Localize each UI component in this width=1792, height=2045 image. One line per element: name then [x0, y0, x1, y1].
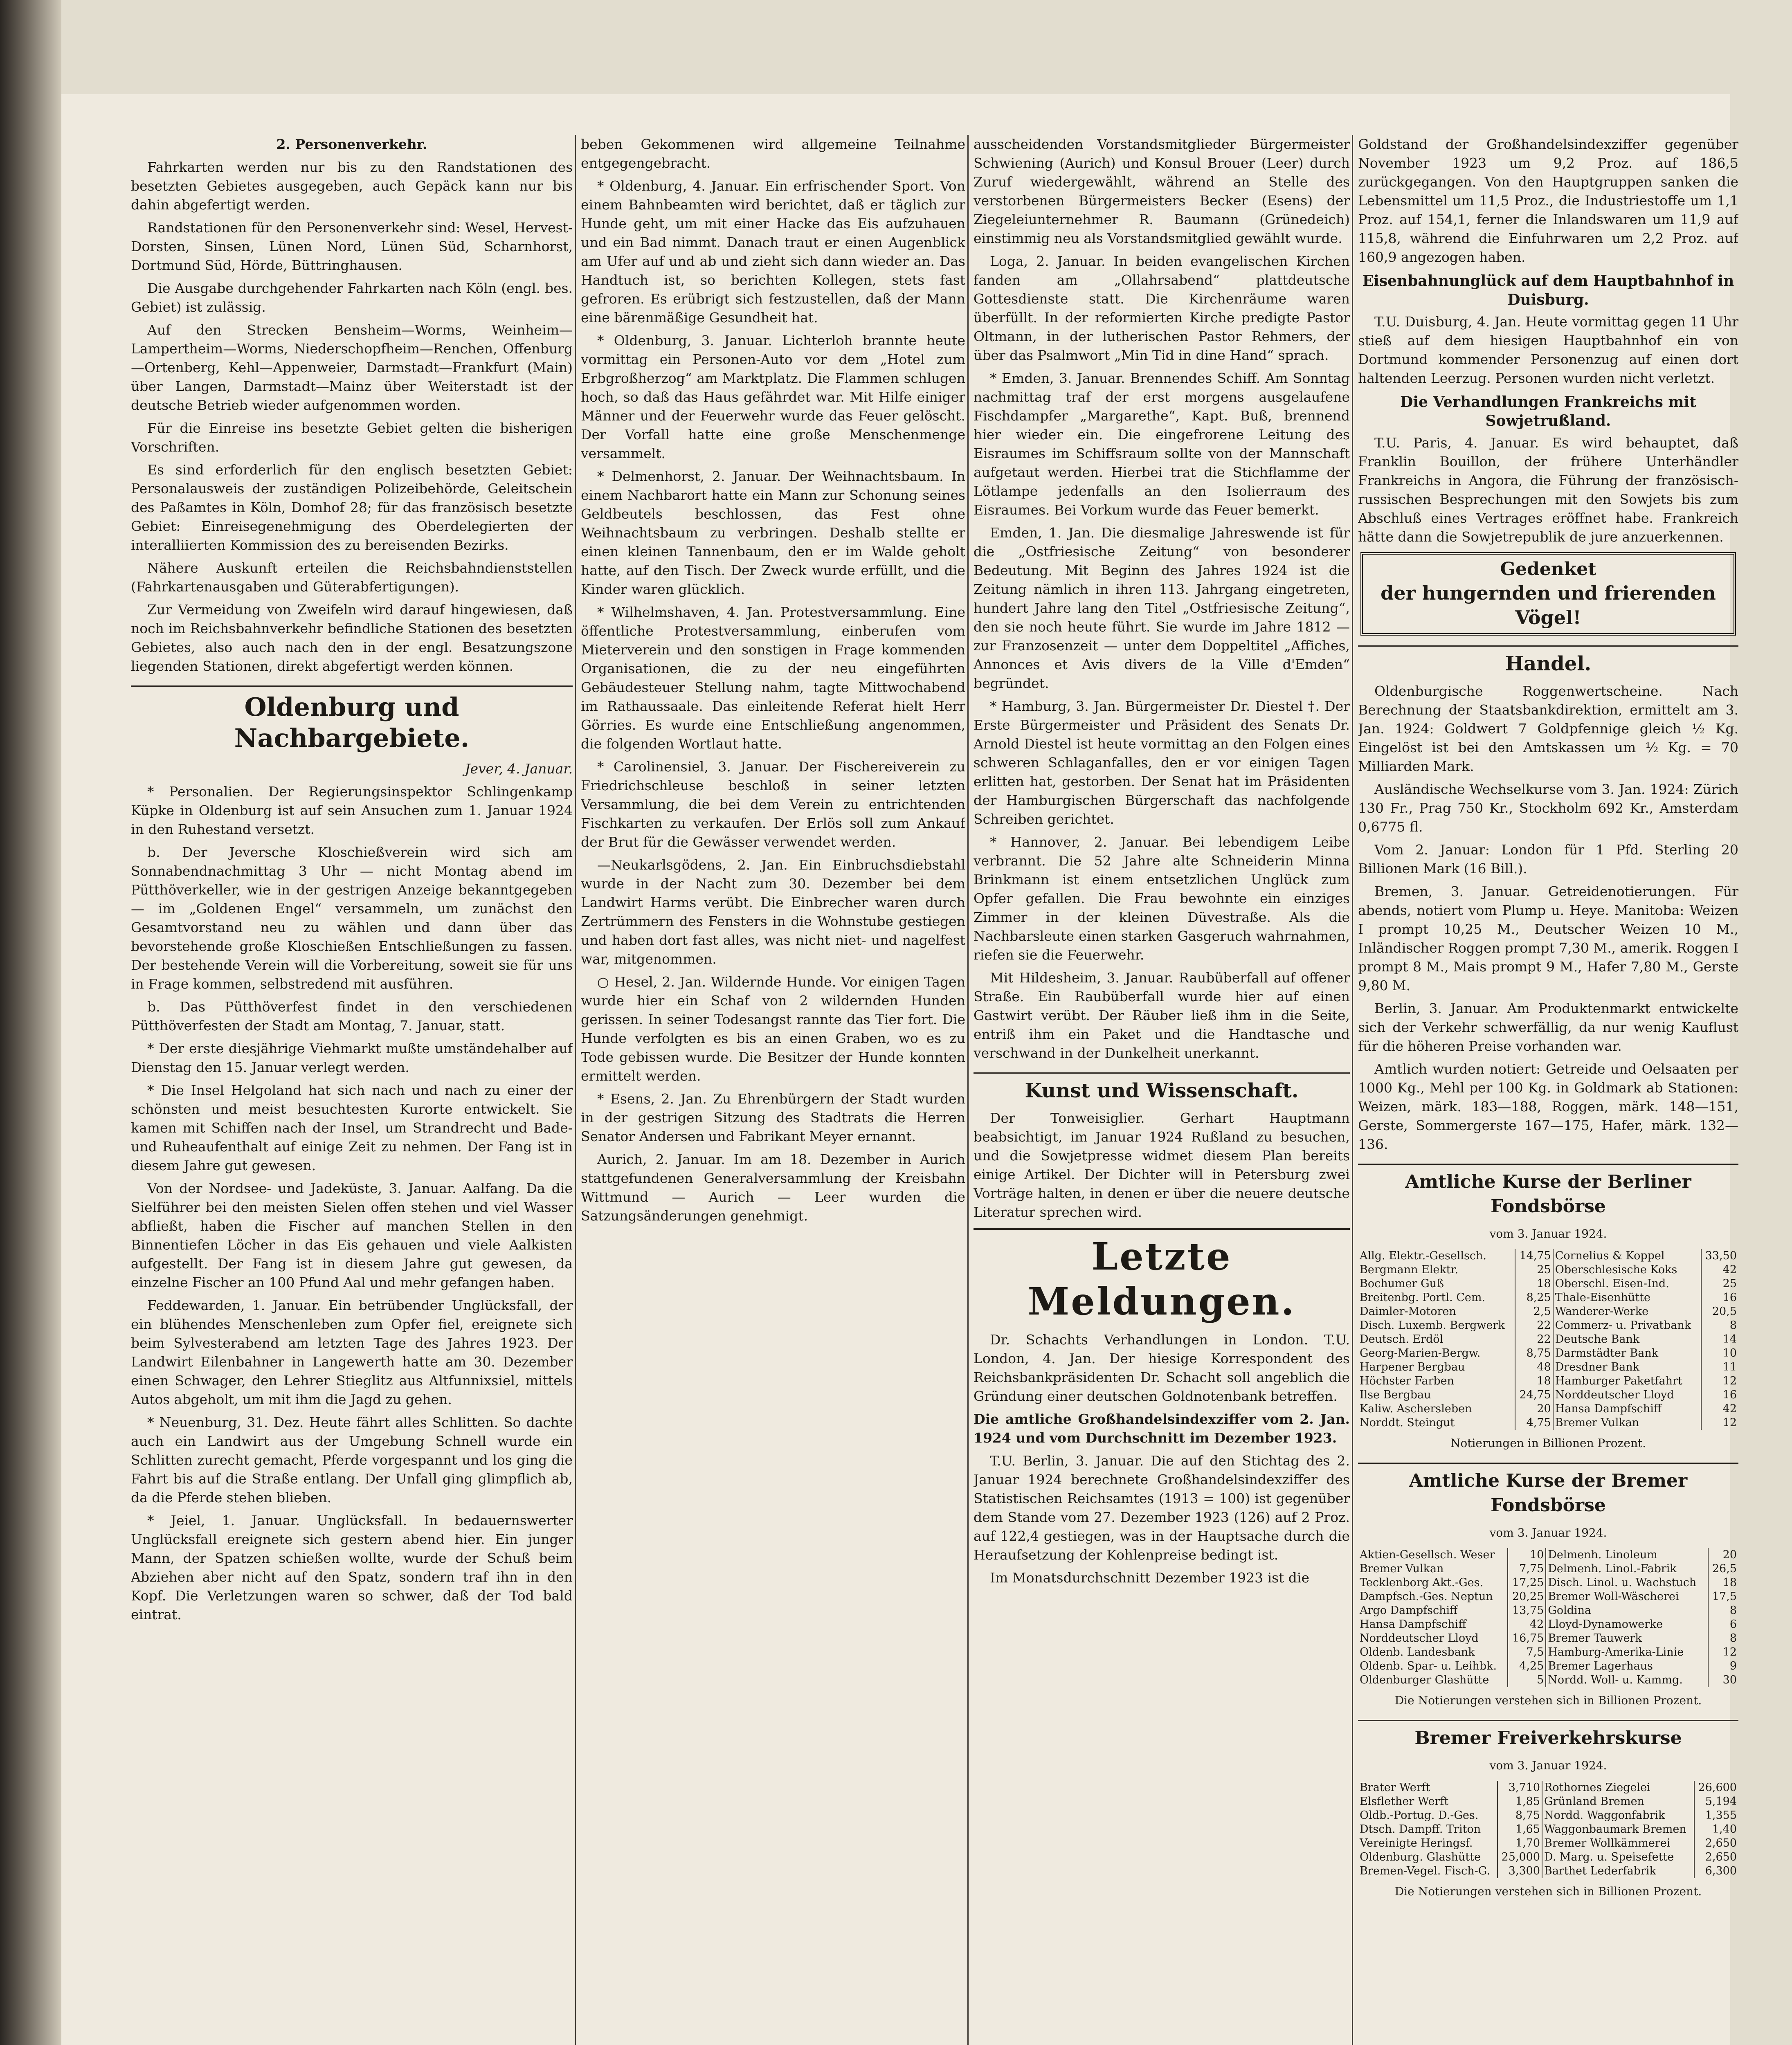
security-name: Hansa Dampfschiff [1553, 1402, 1701, 1416]
quote-value: 5,194 [1705, 1795, 1737, 1808]
section-heading-kunst: Kunst und Wissenschaft. [974, 1072, 1350, 1103]
section-heading-letzte-meldungen: Letzte Meldungen. [974, 1228, 1350, 1324]
security-name: Elsflether Werft [1358, 1795, 1497, 1809]
paragraph: Oldenburgische Roggenwertscheine. Nach Berechnung der Staatsbankdirektion, ermittelt am 3. Jan. 1924: Goldwert 7 Goldpfennige gleich ½ Kg. Eingelöst ist bei den Amtskassen um ½ Kg. = 70 Milliarden Mark. [1358, 683, 1738, 774]
security-name: Nordd. Waggonfabrik [1542, 1809, 1694, 1823]
quote-value: 22 [1515, 1319, 1553, 1333]
quote-value: 30 [1722, 1674, 1737, 1686]
quote-value: 4,75 [1515, 1416, 1553, 1430]
column-3 [974, 135, 1350, 2045]
section-heading-oldenburg: Oldenburg und Nachbargebiete. [131, 685, 573, 754]
security-name: Breitenbg. Portl. Cem. [1358, 1291, 1515, 1305]
quote-value: 18 [1515, 1277, 1553, 1291]
security-name: Oberschlesische Koks [1553, 1263, 1701, 1277]
security-name: Wanderer-Werke [1553, 1305, 1701, 1319]
paragraph: Aurich, 2. Januar. Im am 18. Dezember in Aurich stattgefundenen Generalversammlung der Kreisbahn Wittmund — Aurich — Leer wurden die Satzungsänderungen genehmigt. [581, 1151, 965, 1224]
table-row [1358, 1277, 1738, 1291]
table-row [1358, 1618, 1738, 1632]
table-date: vom 3. Januar 1924. [1489, 1227, 1607, 1240]
paragraph: Goldstand der Großhandelsindexziffer gegenüber November 1923 um 9,2 Proz. auf 186,5 zurückgegangen. Von den Hauptgruppen sanken die Lebensmittel um 11,5 Proz., die Industriestoffe um 1,1 Proz. auf 154,1, ferner die Inlandswaren um 11,9 auf 115,8, während die Einfuhrwaren um 2,2 Proz. auf 160,9 angezogen haben. [1358, 136, 1738, 265]
security-name: Bremer Vulkan [1553, 1416, 1701, 1430]
quote-value: 25 [1722, 1277, 1737, 1290]
security-name: Tecklenborg Akt.-Ges. [1358, 1576, 1508, 1590]
quote-value: 5 [1508, 1673, 1546, 1687]
quote-value: 4,25 [1508, 1659, 1546, 1673]
paragraph: Zur Vermeidung von Zweifeln wird darauf hingewiesen, daß noch im Reichsbahnverkehr befindliche Stationen des besetzten Gebietes, also auch nach den in der engl. Besatzungszone liegenden Stationen, direkt abgefertigt werden können. [131, 602, 573, 674]
quote-value: 9 [1729, 1660, 1737, 1672]
security-name: Oldb.-Portug. D.-Ges. [1358, 1809, 1497, 1823]
security-name: Vereinigte Heringsf. [1358, 1836, 1497, 1850]
column-rule [1352, 135, 1353, 2045]
quote-value: 42 [1508, 1618, 1546, 1632]
security-name: Deutsche Bank [1553, 1333, 1701, 1346]
quote-value: 25 [1515, 1263, 1553, 1277]
paragraph: Amtlich wurden notiert: Getreide und Oelsaaten per 1000 Kg., Mehl per 100 Kg. in Goldmark ab Stationen: Weizen, märk. 183—188, Roggen, märk. 148—151, Gerste, Sommergerste 167—175, Hafer, märk. 132—136. [1358, 1061, 1738, 1152]
quote-value: 18 [1722, 1576, 1737, 1589]
quote-value: 1,70 [1497, 1836, 1542, 1850]
security-name: Oldenb. Landesbank [1358, 1645, 1508, 1659]
paragraph: Bremen, 3. Januar. Getreidenotierungen. Für abends, notiert vom Plump u. Heye. Manitoba: Weizen I prompt 10,25 M., Deutscher Weizen 10 M., Inländischer Roggen prompt 7,30 M., amerik. Roggen I prompt 8 M., Mais prompt 9 M., Hafer 7,80 M., Gerste 9,80 M. [1358, 883, 1738, 993]
security-name: Oldenburger Glashütte [1358, 1673, 1508, 1687]
quote-value: 8 [1729, 1604, 1737, 1617]
book-spine [0, 0, 61, 2045]
subheading: Die Verhandlungen Frankreichs mit Sowjetrußland. [1400, 393, 1696, 429]
paragraph: * Neuenburg, 31. Dez. Heute fährt alles Schlitten. So dachte auch ein Landwirt aus der Umgebung Schnell wurde ein Schlitten zurecht gemacht, Pferde vorgespannt und los ging die Fahrt bis auf die Straße entlang. Der Unfall ging glimpflich ab, da die Pferde stehen blieben. [131, 1414, 573, 1506]
security-name: Nordd. Woll- u. Kammg. [1546, 1673, 1708, 1687]
quote-value: 20 [1722, 1548, 1737, 1561]
column-rule [575, 135, 576, 2045]
table-row [1358, 1809, 1738, 1823]
paragraph: T.U. Duisburg, 4. Jan. Heute vormittag gegen 11 Uhr stieß auf dem hiesigen Hauptbahnhof ein von Dortmund kommender Personenzug auf einen dort haltenden Leerzug. Personen wurden nicht verletzt. [1358, 314, 1738, 386]
table-row [1358, 1590, 1738, 1604]
table-row [1358, 1346, 1738, 1360]
security-name: Bremer Wollkämmerei [1542, 1836, 1694, 1850]
paragraph: Mit Hildesheim, 3. Januar. Raubüberfall auf offener Straße. Ein Raubüberfall wurde hier auf einen Gastwirt verübt. Der Räuber ließ ihm in die Seite, entriß ihm ein Paket und die Handtasche und verschwand in der Dunkelheit unerkannt. [974, 970, 1350, 1061]
quote-value: 42 [1722, 1263, 1737, 1276]
column-rule [967, 135, 969, 2045]
paragraph: beben Gekommenen wird allgemeine Teilnahme entgegengebracht. [581, 136, 965, 171]
table-row [1358, 1548, 1738, 1562]
paragraph: * Oldenburg, 3. Januar. Lichterloh brannte heute vormittag ein Personen-Auto vor dem „Hotel zum Erbgroßherzog“ am Marktplatz. Die Flammen schlugen hoch, so daß das Haus gefährdet war. Mit Hilfe einiger Männer und der Feuerwehr wurde das Feuer gelöscht. Der Vorfall hatte eine große Menschenmenge versammelt. [581, 333, 965, 461]
paragraph: —Neukarlsgödens, 2. Jan. Ein Einbruchsdiebstahl wurde in der Nacht zum 30. Dezember bei dem Landwirt Harms verübt. Die Einbrecher waren durch Zertrümmern des Fensters in die Wohnstube gestiegen und haben dort fast alles, was nicht niet- und nagelfest war, mitgenommen. [581, 857, 965, 967]
security-name: Deutsch. Erdöl [1358, 1333, 1515, 1346]
paragraph: * Der erste diesjährige Viehmarkt mußte umständehalber auf Dienstag den 15. Januar verlegt werden. [131, 1040, 573, 1075]
paragraph: Der Tonweisiglier. Gerhart Hauptmann beabsichtigt, im Januar 1924 Rußland zu besuchen, und die Sowjetpresse widmet diesem Plan bereits einige Artikel. Der Dichter will in Petersburg zwei Vorträge halten, in denen er über die neuere deutsche Literatur sprechen wird. [974, 1110, 1350, 1220]
paragraph: * Die Insel Helgoland hat sich nach und nach zu einer der schönsten und meist besuchtesten Kurorte entwickelt. Sie kamen mit Schiffen nach der Insel, um Strandrecht und Bade- und Ruheaufenthalt auf einige Zeit zu nehmen. Der Fang ist in diesem Jahre gut gewesen. [131, 1082, 573, 1173]
security-name: Bremer Vulkan [1358, 1562, 1508, 1576]
security-name: Daimler-Motoren [1358, 1305, 1515, 1319]
quote-value: 25,000 [1497, 1850, 1542, 1864]
quote-value: 14 [1722, 1333, 1737, 1346]
paragraph: * Delmenhorst, 2. Januar. Der Weihnachtsbaum. In einem Nachbarort hatte ein Mann zur Schonung seines Geldbeutels beschlossen, das Fest ohne Weihnachtsbaum zu verbringen. Deshalb stellte er einen kleinen Tannenbaum, den er im Walde geholt hatte, auf den Tisch. Der Zweck wurde erfüllt, und die Kinder waren glücklich. [581, 468, 965, 597]
security-name: Rothornes Ziegelei [1542, 1781, 1694, 1795]
table-row [1358, 1319, 1738, 1333]
paragraph: * Personalien. Der Regierungsinspektor Schlingenkamp Küpke in Oldenburg ist auf sein Ansuchen zum 1. Januar 1924 in den Ruhestand versetzt. [131, 784, 573, 837]
security-name: Georg-Marien-Bergw. [1358, 1346, 1515, 1360]
quote-value: 24,75 [1515, 1388, 1553, 1402]
quote-value: 26,5 [1712, 1562, 1737, 1575]
security-name: Bremer Tauwerk [1546, 1632, 1708, 1645]
paragraph: ○ Hesel, 2. Jan. Wildernde Hunde. Vor einigen Tagen wurde hier ein Schaf von 2 wildernden Hunden gerissen. In seiner Todesangst rannte das Tier fort. Die Hunde verfolgten es bis an einen Graben, wo es zu Tode gebissen wurde. Die Besitzer der Hunde konnten ermittelt werden. [581, 974, 965, 1084]
quote-value: 12 [1722, 1416, 1737, 1429]
paragraph: Es sind erforderlich für den englisch besetzten Gebiet: Personalausweis der zuständigen Polizeibehörde, Geleitschein des Paßamtes in Köln, Domhof 28; für das französisch besetzte Gebiet: Einreisegenehmigung des Oberdelegierten der interalliierten Kommission des zu bereisenden Bezirks. [131, 462, 573, 553]
paragraph: * Jeiel, 1. Januar. Unglücksfall. In bedauernswerter Unglücksfall ereignete sich gestern abend hier. Ein junger Mann, der Spatzen schießen wollte, wurde der Schuß beim Abziehen aber nicht auf den Spatz, sondern traf ihn in den Kopf. Die Verletzungen waren so schwer, daß der Tod bald eintrat. [131, 1512, 573, 1623]
section-heading-personenverkehr: 2. Personenverkehr. [276, 136, 427, 152]
table-row [1358, 1781, 1738, 1795]
security-name: Harpener Bergbau [1358, 1360, 1515, 1374]
quote-value: 10 [1508, 1548, 1546, 1562]
security-name: Dtsch. Dampff. Triton [1358, 1823, 1497, 1836]
security-name: Hamburg-Amerika-Linie [1546, 1645, 1708, 1659]
security-name: Bremer Lagerhaus [1546, 1659, 1708, 1673]
table-row [1358, 1659, 1738, 1673]
security-name: Barthet Lederfabrik [1542, 1864, 1694, 1878]
notice-line-1: Gedenket [1500, 559, 1596, 580]
paragraph: T.U. Paris, 4. Januar. Es wird behauptet, daß Franklin Bouillon, der frühere Unterhändler Frankreichs in Angora, die Führung der französisch-russischen Besprechungen mit den Sowjets bis zum Abschluß eines Vertrages eröffnet habe. Frankreich hätte dann die Sowjetrepublik de jure anzuerkennen. [1358, 435, 1738, 545]
security-name: Allg. Elektr.-Gesellsch. [1358, 1249, 1515, 1263]
quote-value: 2,650 [1705, 1851, 1737, 1863]
quote-value: 3,710 [1497, 1781, 1542, 1795]
table-row [1358, 1305, 1738, 1319]
table-row [1358, 1333, 1738, 1346]
quote-value: 8,75 [1497, 1809, 1542, 1823]
table-row [1358, 1374, 1738, 1388]
quote-value: 1,85 [1497, 1795, 1542, 1809]
paragraph: * Esens, 2. Jan. Zu Ehrenbürgern der Stadt wurden in der gestrigen Sitzung des Stadtrats die Herren Senator Andersen und Fabrikant Meyer ernannt. [581, 1091, 965, 1144]
paragraph: Loga, 2. Januar. In beiden evangelischen Kirchen fanden am „Ollahrsabend“ plattdeutsche Gottesdienste statt. Die Kirchenräume waren überfüllt. In der reformierten Kirche predigte Pastor Oltmann, in der lutherischen Pastor Rehmers, der über das Psalmwort „Min Tid in dine Hand“ sprach. [974, 253, 1350, 363]
security-name: Disch. Linol. u. Wachstuch [1546, 1576, 1708, 1590]
paragraph: * Hannover, 2. Januar. Bei lebendigem Leibe verbrannt. Die 52 Jahre alte Schneiderin Minna Brinkmann ist einem entsetzlichen Unglück zum Opfer gefallen. Die Frau bewohnte ein einziges Zimmer in der kleinen Düvestraße. Als die Nachbarsleute einen starken Gasgeruch wahrnahmen, riefen sie die Feuerwehr. [974, 834, 1350, 963]
quote-value: 6,300 [1705, 1865, 1737, 1877]
notice-box-birds [1360, 552, 1736, 636]
paragraph: * Carolinensiel, 3. Januar. Der Fischereiverein zu Friedrichschleuse beschloß in seiner letzten Versammlung, die bei dem Verein zu entrichtenden Fischkarten zu verkaufen. Der Erlös soll zum Ankauf der Brut für die Gewässer verwendet werden. [581, 759, 965, 850]
paragraph: Randstationen für den Personenverkehr sind: Wesel, Hervest-Dorsten, Sinsen, Lünen Nord, Lünen Süd, Scharnhorst, Dortmund Süd, Hörde, Büttringhausen. [131, 220, 573, 273]
quote-value: 8 [1729, 1632, 1737, 1645]
table-row [1358, 1249, 1738, 1263]
paragraph: Dr. Schachts Verhandlungen in London. T.U. London, 4. Jan. Der hiesige Korrespondent des Reichsbankpräsidenten Dr. Schacht soll angeblich die Gründung einer deutschen Goldnotenbank betreffen. [974, 1332, 1350, 1404]
column-2 [581, 135, 965, 2045]
quote-value: 12 [1722, 1375, 1737, 1387]
table-row [1358, 1576, 1738, 1590]
table-row [1358, 1562, 1738, 1576]
table-row [1358, 1402, 1738, 1416]
security-name: Commerz- u. Privatbank [1553, 1319, 1701, 1333]
security-name: Oldenb. Spar- u. Leihbk. [1358, 1659, 1508, 1673]
table-date: vom 3. Januar 1924. [1489, 1759, 1607, 1772]
security-name: Dampfsch.-Ges. Neptun [1358, 1590, 1508, 1604]
paragraph: Von der Nordsee- und Jadeküste, 3. Januar. Aalfang. Da die Sielführer bei den meisten Sielen offen stehen und viel Wasser abfließt, haben die Fischer auf manchen Stellen in den Binnentiefen Löcher in das Eis gehauen und viele Aalkisten aufgestellt. Der Fang ist in diesem Jahre gut gewesen, da einzelne Fischer an 100 Pfund Aal und mehr gefangen haben. [131, 1180, 573, 1290]
security-name: Hamburger Paketfahrt [1553, 1374, 1701, 1388]
notice-line-2: der hungernden und frierenden Vögel! [1381, 582, 1716, 629]
security-name: Kaliw. Aschersleben [1358, 1402, 1515, 1416]
paragraph: Emden, 1. Jan. Die diesmalige Jahreswende ist für die „Ostfriesische Zeitung“ von besonderer Bedeutung. Mit Beginn des Jahres 1924 ist die Zeitung nämlich in ihren 113. Jahrgang eingetreten, hundert Jahre lang den Titel „Ostfriesische Zeitung“, den sie noch heute führt. Sie wurde im Jahre 1812 — zur Franzosenzeit — unter dem Doppeltitel „Affiches, Annonces et Avis divers de la Ville d'Emden“ begründet. [974, 525, 1350, 691]
subheading: Eisenbahnunglück auf dem Hauptbahnhof in Duisburg. [1362, 272, 1734, 308]
quote-value: 2,650 [1705, 1837, 1737, 1849]
quote-value: 22 [1515, 1333, 1553, 1346]
security-name: Dresdner Bank [1553, 1360, 1701, 1374]
quote-value: 1,40 [1712, 1823, 1737, 1836]
table-row [1358, 1836, 1738, 1850]
paragraph: * Oldenburg, 4. Januar. Ein erfrischender Sport. Von einem Bahnbeamten wird berichtet, daß er täglich zur Hunde geht, um mit einer Hacke das Eis aufzuhauen und ein Bad nimmt. Danach traut er einen Augenblick am Ufer auf und ab und zieht sich dann wieder an. Das Handtuch ist, so berichten Kollegen, stets fast gefroren. Es erübrigt sich festzustellen, daß der Mann eine bärenmäßige Gesundheit hat. [581, 178, 965, 326]
table-row [1358, 1263, 1738, 1277]
table-footnote: Notierungen in Billionen Prozent. [1450, 1436, 1646, 1450]
security-name: Argo Dampfschiff [1358, 1604, 1508, 1618]
security-name: Delmenh. Linol.-Fabrik [1546, 1562, 1708, 1576]
security-name: Cornelius & Koppel [1553, 1249, 1701, 1263]
security-name: D. Marg. u. Speisefette [1542, 1850, 1694, 1864]
paragraph: b. Der Jeversche Kloschießverein wird sich am Sonnabendnachmittag 3 Uhr — nicht Montag abend im Pütthöverkeller, wie in der gestrigen Anzeige bekanntgegeben — im „Goldenen Engel“ versammeln, um zunächst den Gesamtvorstand neu zu wählen und dann über das bevorstehende große Kloschießen Entschließungen zu fassen. Der bestehende Verein will die Vorbereitung, soweit sie für uns in Frage kommen, selbstredend mit ausführen. [131, 844, 573, 992]
security-name: Höchster Farben [1358, 1374, 1515, 1388]
quote-value: 48 [1515, 1360, 1553, 1374]
security-name: Aktien-Gesellsch. Weser [1358, 1548, 1508, 1562]
column-1 [131, 135, 573, 2045]
paragraph: Auf den Strecken Bensheim—Worms, Weinheim—Lampertheim—Worms, Niederschopfheim—Renchen, Offenburg—Ortenberg, Kehl—Appenweier, Darmstadt—Frankfurt (Main) über Langen, Darmstadt—Mainz über Weiterstadt ist der deutsche Betrieb wieder aufgenommen worden. [131, 322, 573, 413]
column-4 [1358, 135, 1738, 2045]
paragraph: * Wilhelmshaven, 4. Jan. Protestversammlung. Eine öffentliche Protestversammlung, einberufen vom Mieterverein und den sonstigen in Frage kommenden Organisationen, die zu der neu eingeführten Gebäudesteuer Stellung nahm, tagte Mittwochabend im Rathaussaale. Das einleitende Referat hielt Herr Görries. Es wurde eine Entschließung angenommen, die folgenden Wortlaut hatte. [581, 604, 965, 752]
subheading: Die amtliche Großhandelsindexziffer vom 2. Jan. 1924 und vom Durchschnitt im Dezember 1923. [974, 1411, 1350, 1446]
paragraph: b. Das Pütthöverfest findet in den verschiedenen Pütthöverfesten der Stadt am Montag, 7. Januar, statt. [131, 999, 573, 1034]
dateline: Jever, 4. Januar. [465, 761, 573, 777]
newspaper-page [61, 94, 1738, 2045]
security-name: Lloyd-Dynamowerke [1546, 1618, 1708, 1632]
quote-value: 33,50 [1705, 1249, 1737, 1262]
quote-value: 42 [1722, 1402, 1737, 1415]
paragraph: * Hamburg, 3. Jan. Bürgermeister Dr. Diestel †. Der Erste Bürgermeister und Präsident des Senats Dr. Arnold Diestel ist heute vormittag an den Folgen eines schweren Schlaganfalles, den er vor einigen Tagen erlitten hat, gestorben. Der Senat hat im Präsidenten der Hamburgischen Bürgerschaft das nachfolgende Schreiben gerichtet. [974, 698, 1350, 827]
security-name: Norddt. Steingut [1358, 1416, 1515, 1430]
quote-value: 1,355 [1705, 1809, 1737, 1822]
security-name: Norddeutscher Lloyd [1358, 1632, 1508, 1645]
security-name: Darmstädter Bank [1553, 1346, 1701, 1360]
security-name: Oberschl. Eisen-Ind. [1553, 1277, 1701, 1291]
paragraph: Für die Einreise ins besetzte Gebiet gelten die bisherigen Vorschriften. [131, 420, 573, 455]
security-name: Grünland Bremen [1542, 1795, 1694, 1809]
security-name: Ilse Bergbau [1358, 1388, 1515, 1402]
quote-value: 20 [1515, 1402, 1553, 1416]
table-heading-bremen: Amtliche Kurse der Bremer Fondsbörse [1358, 1463, 1738, 1518]
paragraph: Die Ausgabe durchgehender Fahrkarten nach Köln (engl. bes. Gebiet) ist zulässig. [131, 280, 573, 315]
table-row [1358, 1823, 1738, 1836]
table-row [1358, 1604, 1738, 1618]
table-row [1358, 1632, 1738, 1645]
quote-value: 10 [1722, 1347, 1737, 1360]
security-name: Waggonbaumark Bremen [1542, 1823, 1694, 1836]
security-name: Delmenh. Linoleum [1546, 1548, 1708, 1562]
section-heading-handel: Handel. [1358, 645, 1738, 676]
security-name: Oldenburg. Glashütte [1358, 1850, 1497, 1864]
table-heading-berlin: Amtliche Kurse der Berliner Fondsbörse [1358, 1164, 1738, 1219]
quote-value: 13,75 [1508, 1604, 1546, 1618]
security-name: Bremen-Vegel. Fisch-G. [1358, 1864, 1497, 1878]
security-name: Hansa Dampfschiff [1358, 1618, 1508, 1632]
quote-value: 1,65 [1497, 1823, 1542, 1836]
table-row [1358, 1291, 1738, 1305]
paragraph: Fahrkarten werden nur bis zu den Randstationen des besetzten Gebietes ausgegeben, auch Gepäck kann nur bis dahin abgefertigt werden. [131, 159, 573, 213]
paragraph: Berlin, 3. Januar. Am Produktenmarkt entwickelte sich der Verkehr schwerfällig, da nur wenig Kauflust für die höheren Preise vorhanden war. [1358, 1000, 1738, 1054]
security-name: Disch. Luxemb. Bergwerk [1358, 1319, 1515, 1333]
security-name: Bremer Woll-Wäscherei [1546, 1590, 1708, 1604]
quote-value: 7,75 [1508, 1562, 1546, 1576]
security-name: Bergmann Elektr. [1358, 1263, 1515, 1277]
security-name: Goldina [1546, 1604, 1708, 1618]
paragraph: ausscheidenden Vorstandsmitglieder Bürgermeister Schwiening (Aurich) und Konsul Brouer (Leer) durch Zuruf wiedergewählt, während an Stelle des verstorbenen Bürgermeisters Becker (Esens) der Ziegeleiunternehmer R. Baumann (Grünedeich) einstimmig neu als Vorstandsmitglied gewählt wurde. [974, 136, 1350, 246]
table-heading-freiverkehr: Bremer Freiverkehrskurse [1358, 1720, 1738, 1751]
quote-value: 8 [1729, 1319, 1737, 1332]
quotes-table-freiverkehr [1358, 1781, 1738, 1878]
paragraph: Ausländische Wechselkurse vom 3. Jan. 1924: Zürich 130 Fr., Prag 750 Kr., Stockholm 692 Kr., Amsterdam 0,6775 fl. [1358, 781, 1738, 835]
table-date: vom 3. Januar 1924. [1489, 1526, 1607, 1539]
security-name: Thale-Eisenhütte [1553, 1291, 1701, 1305]
quote-value: 20,25 [1508, 1590, 1546, 1604]
quote-value: 12 [1722, 1646, 1737, 1658]
security-name: Brater Werft [1358, 1781, 1497, 1795]
quote-value: 16 [1722, 1389, 1737, 1401]
quote-value: 2,5 [1515, 1305, 1553, 1319]
quote-value: 14,75 [1515, 1249, 1553, 1263]
quotes-table-bremen [1358, 1548, 1738, 1687]
quote-value: 3,300 [1497, 1864, 1542, 1878]
quote-value: 18 [1515, 1374, 1553, 1388]
paragraph: * Emden, 3. Januar. Brennendes Schiff. Am Sonntag nachmittag traf der erst morgens ausgelaufene Fischdampfer „Margarethe“, Kapt. Buß, brennend hier wieder ein. Die eingefrorene Leitung des Eisraumes im Schiffsraum sollte von der Mannschaft aufgetaut werden. Hierbei trat die Stichflamme der Lötlampe jedenfalls an den Isolierraum des Eisraumes. Bei Vorkum wurde das Feuer bemerkt. [974, 370, 1350, 518]
quote-value: 11 [1722, 1361, 1737, 1373]
quote-value: 7,5 [1508, 1645, 1546, 1659]
paragraph: T.U. Berlin, 3. Januar. Die auf den Stichtag des 2. Januar 1924 berechnete Großhandelsindexziffer des Statistischen Reichsamtes (1913 = 100) ist gegenüber dem Stande vom 27. Dezember 1923 (126) auf 2 Proz. auf 122,4 gestiegen, was in der Hauptsache durch die Heraufsetzung der Kohlenpreise bedingt ist. [974, 1453, 1350, 1563]
table-footnote: Die Notierungen verstehen sich in Billionen Prozent. [1394, 1885, 1702, 1898]
quote-value: 8,75 [1515, 1346, 1553, 1360]
paragraph: Nähere Auskunft erteilen die Reichsbahndienststellen (Fahrkartenausgaben und Güterabfertigungen). [131, 560, 573, 595]
security-name: Norddeutscher Lloyd [1553, 1388, 1701, 1402]
quote-value: 16 [1722, 1291, 1737, 1304]
quotes-table-berlin [1358, 1249, 1738, 1430]
table-row [1358, 1388, 1738, 1402]
quote-value: 16,75 [1508, 1632, 1546, 1645]
quote-value: 17,25 [1508, 1576, 1546, 1590]
table-row [1358, 1673, 1738, 1687]
quote-value: 17,5 [1712, 1590, 1737, 1603]
table-row [1358, 1360, 1738, 1374]
paragraph: Im Monatsdurchschnitt Dezember 1923 ist die [990, 1570, 1310, 1586]
paragraph: Feddewarden, 1. Januar. Ein betrübender Unglücksfall, der ein blühendes Menschenleben zum Opfer fiel, ereignete sich beim Sylvesterabend am letzten Tage des Jahres 1923. Der Landwirt Eilenbahner in Langewerth hatte am 30. Dezember einen Schwager, den Lehrer Stieglitz aus Altfunnixsiel, mittels Autos abgeholt, um mit ihm die Jagd zu gehen. [131, 1297, 573, 1407]
table-row [1358, 1416, 1738, 1430]
paragraph: Vom 2. Januar: London für 1 Pfd. Sterling 20 Billionen Mark (16 Bill.). [1358, 842, 1738, 876]
quote-value: 6 [1729, 1618, 1737, 1631]
table-footnote: Die Notierungen verstehen sich in Billionen Prozent. [1394, 1694, 1702, 1707]
security-name: Bochumer Guß [1358, 1277, 1515, 1291]
table-row [1358, 1864, 1738, 1878]
table-row [1358, 1850, 1738, 1864]
quote-value: 8,25 [1515, 1291, 1553, 1305]
table-row [1358, 1795, 1738, 1809]
quote-value: 20,5 [1712, 1305, 1737, 1318]
quote-value: 26,600 [1698, 1781, 1737, 1794]
table-row [1358, 1645, 1738, 1659]
